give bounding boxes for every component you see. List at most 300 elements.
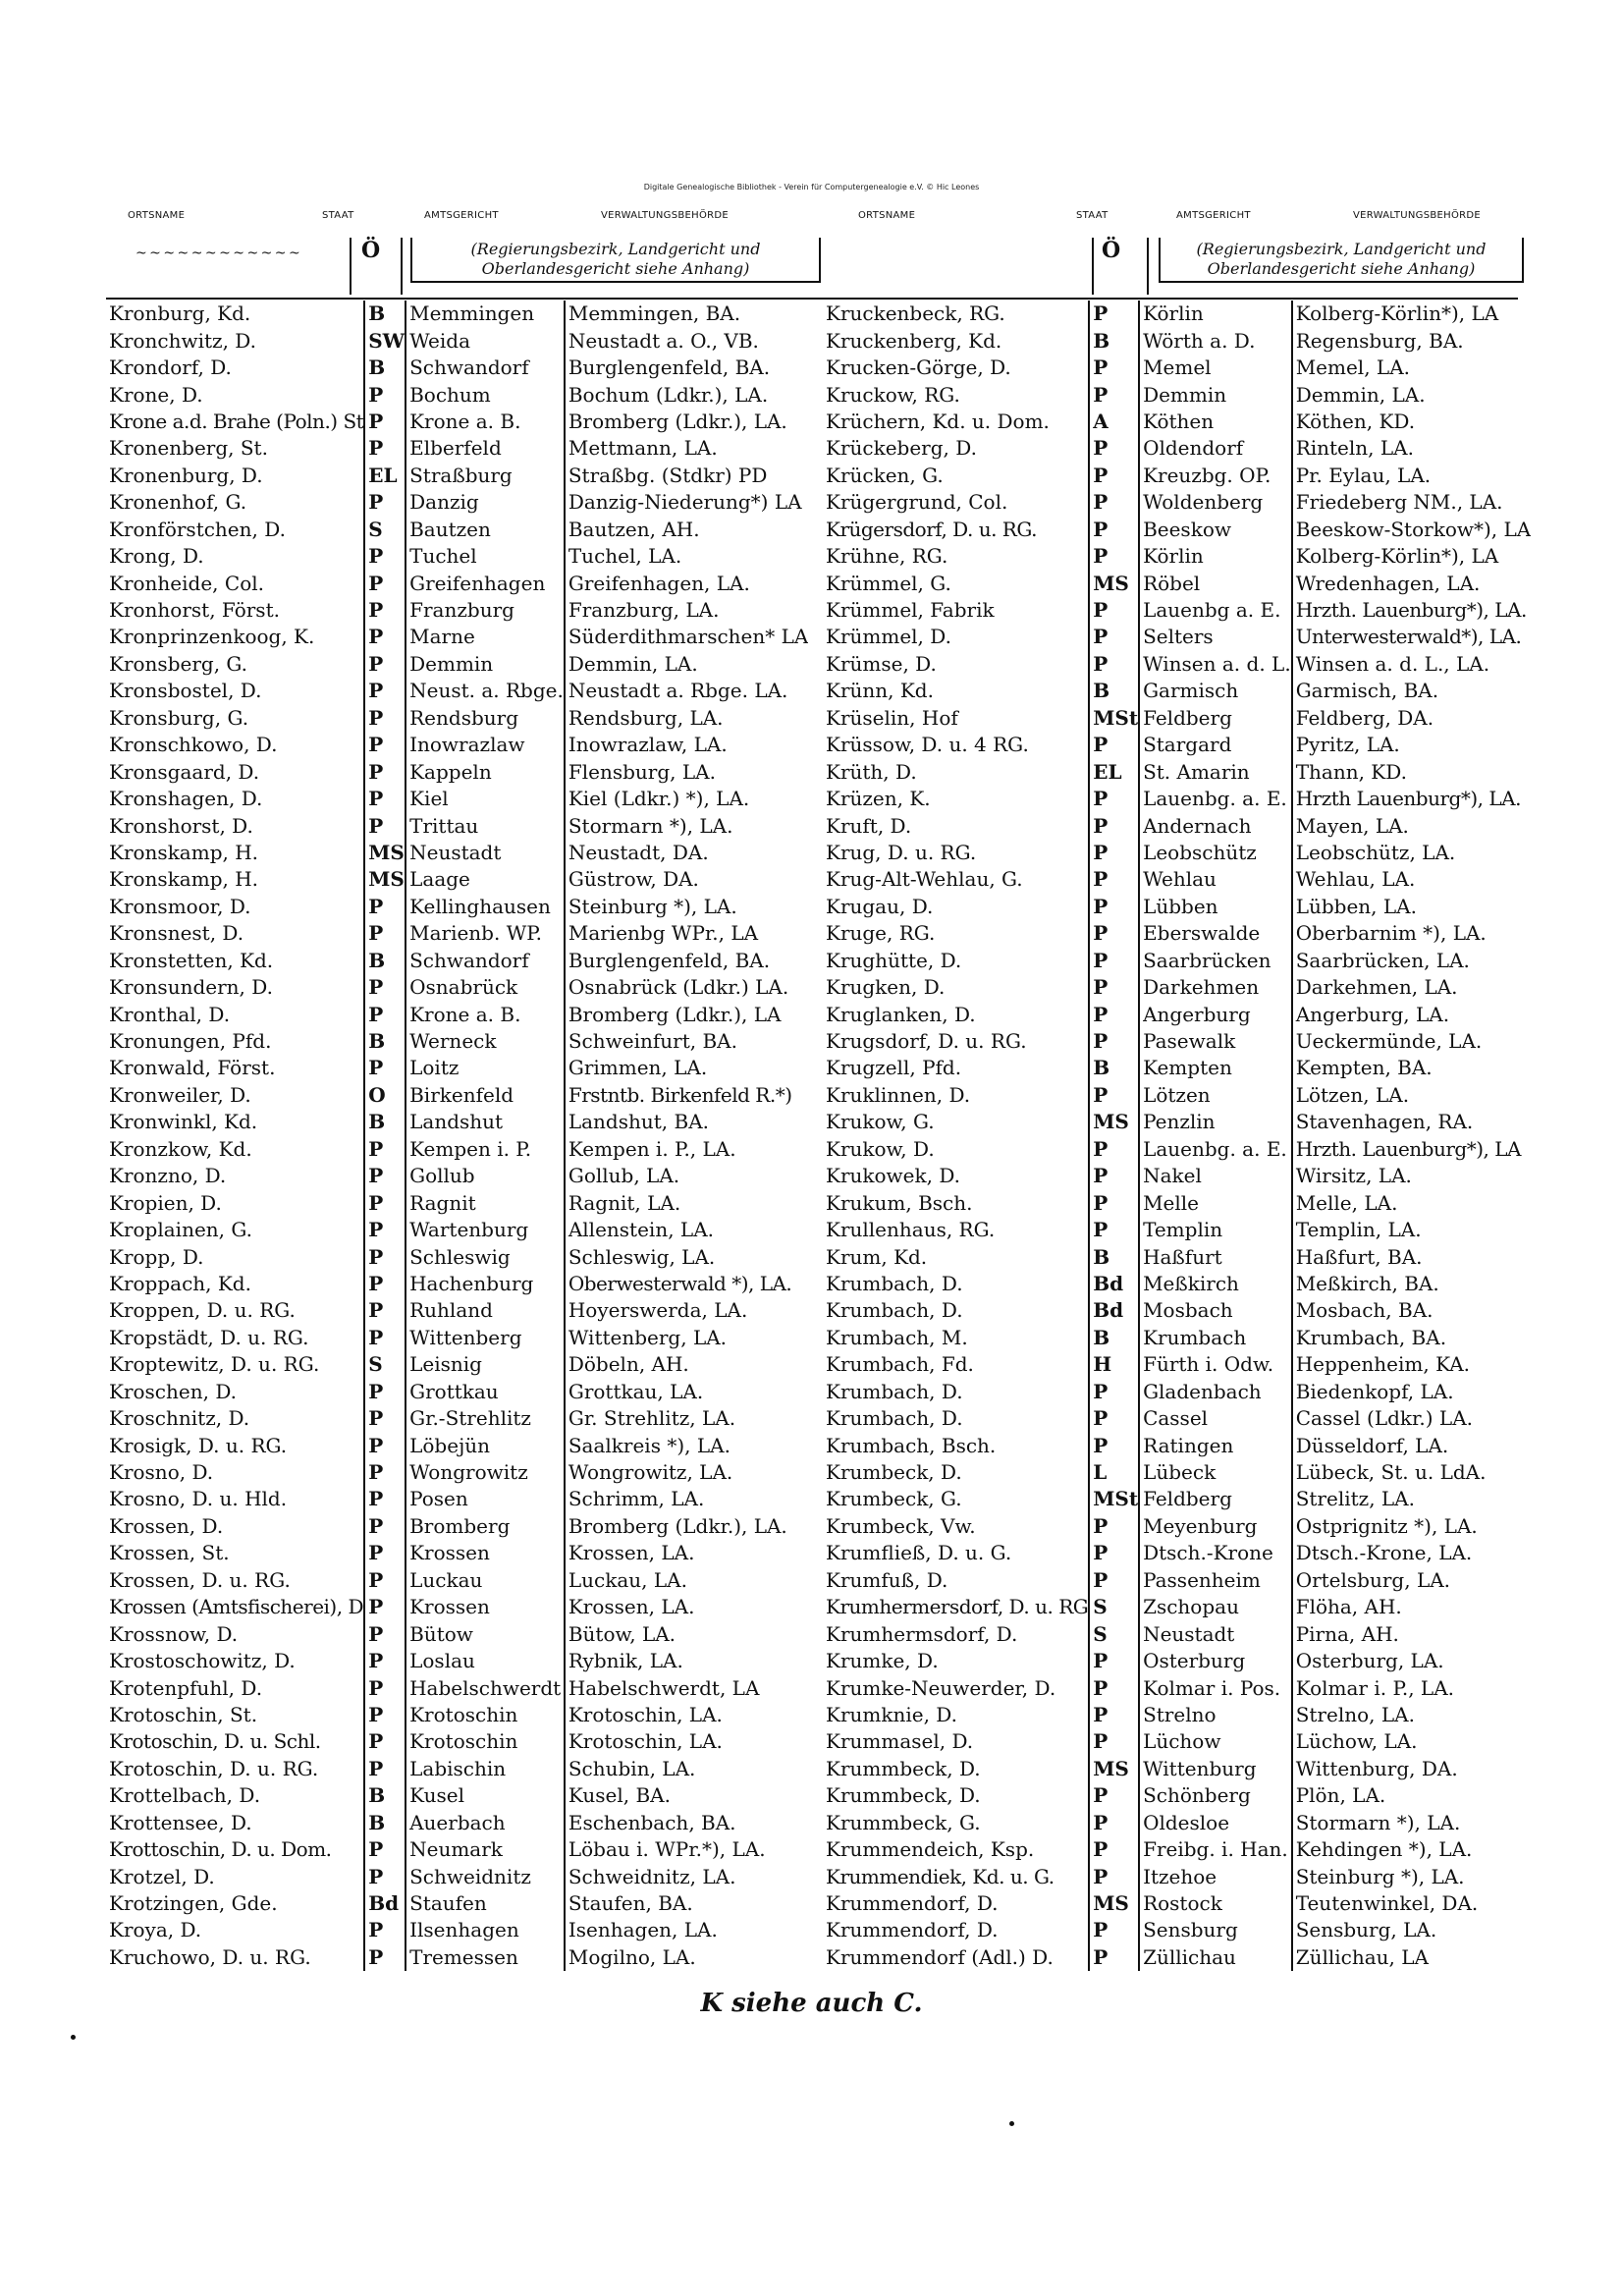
subheader — [0, 238, 1623, 295]
staat-cell: P — [1089, 1513, 1139, 1540]
amtsgericht-cell: Osterburg — [1139, 1648, 1292, 1674]
staat-cell: P — [1089, 840, 1139, 866]
staat-cell: EL — [1089, 758, 1139, 785]
verwaltung-cell: Stavenhagen, RA. — [1292, 1109, 1532, 1135]
amtsgericht-cell: Wittenberg — [406, 1325, 565, 1351]
amtsgericht-cell: Krotoschin — [406, 1728, 565, 1755]
staat-cell: P — [1089, 1028, 1139, 1055]
ortsname-cell: Krummbeck, G. — [826, 1810, 981, 1834]
staat-cell: P — [364, 786, 406, 812]
ortsname-cell: Kronsnest, D. — [109, 921, 244, 946]
ortsname-cell: Kronsberg, G. — [109, 651, 248, 676]
verwaltung-cell: Krotoschin, LA. — [565, 1702, 809, 1728]
table-row — [106, 1082, 808, 1109]
verwaltung-cell: Wredenhagen, LA. — [1292, 570, 1532, 596]
ortsname-cell: Krünn, Kd. — [826, 679, 934, 703]
ortsname-cell: Krottoschin, D. u. Dom. — [109, 1837, 332, 1862]
table-row — [823, 381, 1531, 408]
table-row — [823, 1810, 1531, 1836]
amtsgericht-cell: Schönberg — [1139, 1782, 1292, 1809]
ortsname-cell: Krukum, Bsch. — [826, 1190, 973, 1215]
table-row — [106, 1297, 808, 1324]
staat-cell: P — [1089, 597, 1139, 624]
table-row — [106, 1810, 808, 1836]
table-row — [823, 570, 1531, 596]
table-row — [823, 1890, 1531, 1917]
amtsgericht-cell: Kempten — [1139, 1055, 1292, 1081]
ortsname-cell: Krumke, D. — [826, 1649, 939, 1673]
verwaltung-cell: Hoyerswerda, LA. — [565, 1297, 809, 1324]
staat-cell: B — [1089, 1325, 1139, 1351]
verwaltung-cell: Franzburg, LA. — [565, 597, 809, 624]
verwaltung-cell: Burglengenfeld, BA. — [565, 948, 809, 974]
amtsgericht-cell: Bromberg — [406, 1513, 565, 1540]
staat-cell: P — [1089, 1189, 1139, 1216]
ortsname-cell: Kronprinzenkoog, K. — [109, 625, 315, 649]
staat-cell: P — [364, 1567, 406, 1594]
amtsgericht-cell: Ragnit — [406, 1189, 565, 1216]
ortsname-cell: Krümmel, G. — [826, 571, 951, 595]
ortsname-cell: Krotoschin, D. u. RG. — [109, 1756, 319, 1780]
amtsgericht-cell: Ruhland — [406, 1297, 565, 1324]
verwaltung-cell: Güstrow, DA. — [565, 866, 809, 893]
staat-cell: P — [364, 920, 406, 947]
verwaltung-cell: Melle, LA. — [1292, 1189, 1532, 1216]
staat-cell: B — [1089, 327, 1139, 354]
table-row — [106, 381, 808, 408]
amtsgericht-cell: Leobschütz — [1139, 840, 1292, 866]
ortsname-cell: Krückeberg, D. — [826, 436, 977, 461]
verwaltung-cell: Stormarn *), LA. — [1292, 1810, 1532, 1836]
table-row — [823, 463, 1531, 489]
ortsname-cell: Kruchowo, D. u. RG. — [109, 1944, 311, 1969]
verwaltung-cell: Krossen, LA. — [565, 1594, 809, 1620]
table-row — [823, 1243, 1531, 1270]
staat-cell: Bd — [1089, 1271, 1139, 1297]
verwaltung-cell: Steinburg *), LA. — [565, 894, 809, 920]
verwaltung-cell: Lötzen, LA. — [1292, 1082, 1532, 1109]
table-row — [823, 489, 1531, 516]
table-row — [106, 1136, 808, 1163]
staat-cell: B — [1089, 1055, 1139, 1081]
verwaltung-cell: Ostprignitz *), LA. — [1292, 1513, 1532, 1540]
amtsgericht-cell: Labischin — [406, 1756, 565, 1782]
table-row — [823, 1944, 1531, 1971]
staat-cell: B — [364, 948, 406, 974]
staat-cell: A — [1089, 409, 1139, 435]
staat-cell: P — [364, 1189, 406, 1216]
verwaltung-cell: Luckau, LA. — [565, 1567, 809, 1594]
table-row — [823, 355, 1531, 381]
table-row — [823, 1271, 1531, 1297]
header-amtsgericht-right: AMTSGERICHT — [1176, 210, 1251, 221]
ortsname-cell: Krumbeck, Vw. — [826, 1513, 976, 1538]
amtsgericht-cell: Melle — [1139, 1189, 1292, 1216]
verwaltung-cell: Bütow, LA. — [565, 1620, 809, 1647]
staat-cell: P — [364, 1432, 406, 1458]
ortsname-cell: Kronweiler, D. — [109, 1082, 251, 1107]
left-table — [106, 301, 808, 1971]
amtsgericht-cell: Züllichau — [1139, 1944, 1292, 1971]
verwaltung-cell: Demmin, LA. — [565, 651, 809, 678]
ortsname-cell: Kronenhof, G. — [109, 490, 247, 515]
staat-cell: MS — [364, 866, 406, 893]
table-row — [823, 1001, 1531, 1027]
verwaltung-cell: Marienbg WPr., LA — [565, 920, 809, 947]
amtsgericht-cell: Bautzen — [406, 517, 565, 543]
verwaltung-cell: Biedenkopf, LA. — [1292, 1379, 1532, 1405]
ortsname-cell: Krugken, D. — [826, 975, 946, 1000]
amtsgericht-cell: Landshut — [406, 1109, 565, 1135]
ortsname-cell: Krüchern, Kd. u. Dom. — [826, 409, 1050, 433]
ortsname-cell: Kroschen, D. — [109, 1379, 237, 1403]
table-row — [106, 1728, 808, 1755]
verwaltung-cell: Lübeck, St. u. LdA. — [1292, 1459, 1532, 1486]
table-row — [106, 543, 808, 570]
table-row — [106, 1028, 808, 1055]
verwaltung-cell: Haßfurt, BA. — [1292, 1243, 1532, 1270]
amtsgericht-cell: Kiel — [406, 786, 565, 812]
table-row — [106, 1863, 808, 1889]
table-row — [823, 1486, 1531, 1512]
staat-cell: P — [1089, 463, 1139, 489]
staat-cell: B — [364, 301, 406, 327]
verwaltung-cell: Rendsburg, LA. — [565, 705, 809, 732]
amtsgericht-cell: Passenheim — [1139, 1567, 1292, 1594]
staat-cell: P — [1089, 381, 1139, 408]
amtsgericht-cell: Schweidnitz — [406, 1863, 565, 1889]
verwaltung-cell: Neustadt a. Rbge. LA. — [565, 678, 809, 704]
amtsgericht-cell: Angerburg — [1139, 1001, 1292, 1027]
verwaltung-cell: Tuchel, LA. — [565, 543, 809, 570]
table-row — [823, 301, 1531, 327]
verwaltung-cell: Isenhagen, LA. — [565, 1917, 809, 1943]
ortsname-cell: Krondorf, D. — [109, 355, 232, 380]
verwaltung-cell: Saarbrücken, LA. — [1292, 948, 1532, 974]
amtsgericht-cell: Nakel — [1139, 1163, 1292, 1189]
table-row — [823, 948, 1531, 974]
amtsgericht-cell: Staufen — [406, 1890, 565, 1917]
table-row — [106, 355, 808, 381]
verwaltung-cell: Ueckermünde, LA. — [1292, 1028, 1532, 1055]
table-row — [106, 489, 808, 516]
table-row — [823, 1325, 1531, 1351]
ortsname-cell: Krotzingen, Gde. — [109, 1891, 278, 1916]
ortsname-cell: Krumke-Neuwerder, D. — [826, 1675, 1056, 1700]
ortsname-cell: Kronsundern, D. — [109, 975, 273, 1000]
amtsgericht-cell: Loslau — [406, 1648, 565, 1674]
staat-cell: P — [364, 1540, 406, 1566]
header-ortsname-right: ORTSNAME — [858, 210, 916, 221]
table-row — [823, 1082, 1531, 1109]
staat-cell: SW — [364, 327, 406, 354]
staat-cell: P — [364, 1001, 406, 1027]
verwaltung-cell: Kusel, BA. — [565, 1782, 809, 1809]
ortsname-cell: Kruglanken, D. — [826, 1002, 976, 1026]
table-row — [823, 435, 1531, 462]
staat-cell: P — [364, 1486, 406, 1512]
verwaltung-cell: Garmisch, BA. — [1292, 678, 1532, 704]
verwaltung-cell: Lüchow, LA. — [1292, 1728, 1532, 1755]
ortsname-cell: Kronshorst, D. — [109, 813, 253, 838]
verwaltung-cell: Schrimm, LA. — [565, 1486, 809, 1512]
ortsname-cell: Krone, D. — [109, 382, 203, 407]
table-row — [106, 1163, 808, 1189]
amtsgericht-cell: Gladenbach — [1139, 1379, 1292, 1405]
verwaltung-cell: Strelno, LA. — [1292, 1702, 1532, 1728]
verwaltung-cell: Wehlau, LA. — [1292, 866, 1532, 893]
speck-mark — [1009, 2121, 1014, 2126]
table-row — [823, 1756, 1531, 1782]
staat-cell: P — [364, 1836, 406, 1863]
amtsgericht-cell: Lötzen — [1139, 1082, 1292, 1109]
staat-cell: P — [1089, 624, 1139, 650]
verwaltung-cell: Templin, LA. — [1292, 1217, 1532, 1243]
table-row — [106, 409, 808, 435]
amtsgericht-cell: Lübben — [1139, 894, 1292, 920]
verwaltung-cell: Feldberg, DA. — [1292, 705, 1532, 732]
verwaltung-cell: Flensburg, LA. — [565, 758, 809, 785]
verwaltung-cell: Schweidnitz, LA. — [565, 1863, 809, 1889]
amtsgericht-cell: Auerbach — [406, 1810, 565, 1836]
table-row — [106, 894, 808, 920]
amtsgericht-cell: Saarbrücken — [1139, 948, 1292, 974]
amtsgericht-cell: Memel — [1139, 355, 1292, 381]
staat-cell: B — [364, 1782, 406, 1809]
verwaltung-cell: Unterwesterwald*), LA. — [1292, 624, 1532, 650]
ortsname-cell: Krossen, St. — [109, 1541, 230, 1565]
staat-cell: P — [364, 1756, 406, 1782]
table-row — [823, 1217, 1531, 1243]
table-row — [823, 866, 1531, 893]
verwaltung-cell: Leobschütz, LA. — [1292, 840, 1532, 866]
table-row — [106, 1944, 808, 1971]
amtsgericht-cell: Meyenburg — [1139, 1513, 1292, 1540]
amtsgericht-cell: Beeskow — [1139, 517, 1292, 543]
amtsgericht-cell: Kempen i. P. — [406, 1136, 565, 1163]
ortsname-cell: Kruklinnen, D. — [826, 1082, 971, 1107]
staat-symbol-left: Ö — [361, 238, 381, 263]
verwaltung-cell: Frstntb. Birkenfeld R.*) — [565, 1082, 809, 1109]
header-verwaltung-right: VERWALTUNGSBEHÖRDE — [1353, 210, 1482, 221]
ortsname-cell: Krummendeich, Ksp. — [826, 1837, 1035, 1862]
ortsname-cell: Krumfließ, D. u. G. — [826, 1541, 1012, 1565]
ortsname-cell: Krotoschin, D. u. Schl. — [109, 1729, 321, 1754]
table-row — [823, 758, 1531, 785]
staat-cell: P — [1089, 1702, 1139, 1728]
staat-cell: P — [1089, 1782, 1139, 1809]
amtsgericht-cell: Rendsburg — [406, 705, 565, 732]
table-row — [823, 1136, 1531, 1163]
ortsname-cell: Kronchwitz, D. — [109, 328, 256, 353]
amtsgericht-cell: Meßkirch — [1139, 1271, 1292, 1297]
amtsgericht-cell: Birkenfeld — [406, 1082, 565, 1109]
verwaltung-cell: Burglengenfeld, BA. — [565, 355, 809, 381]
table-row — [106, 732, 808, 758]
ortsname-cell: Kronungen, Pfd. — [109, 1029, 272, 1054]
amtsgericht-cell: Bochum — [406, 381, 565, 408]
amtsgericht-cell: Schleswig — [406, 1243, 565, 1270]
staat-cell: P — [364, 1594, 406, 1620]
staat-cell: P — [364, 1648, 406, 1674]
table-row — [106, 517, 808, 543]
table-row — [823, 1702, 1531, 1728]
verwaltung-cell: Wongrowitz, LA. — [565, 1459, 809, 1486]
amtsgericht-cell: Habelschwerdt — [406, 1674, 565, 1701]
table-row — [106, 1836, 808, 1863]
staat-cell: B — [364, 1109, 406, 1135]
ortsname-cell: Krüselin, Hof — [826, 705, 958, 730]
ortsname-cell: Krone a.d. Brahe (Poln.) St — [109, 409, 364, 433]
staat-cell: P — [364, 1863, 406, 1889]
staat-cell: P — [1089, 786, 1139, 812]
staat-cell: P — [364, 732, 406, 758]
staat-cell: P — [364, 1243, 406, 1270]
table-row — [823, 705, 1531, 732]
ortsname-cell: Kruge, RG. — [826, 921, 936, 946]
staat-cell: P — [364, 1513, 406, 1540]
amtsgericht-cell: Trittau — [406, 812, 565, 839]
staat-cell: MSt — [1089, 705, 1139, 732]
decorative-dashes-icon: ~ ~ ~ ~ ~ ~ ~ ~ ~ ~ ~ ~ — [135, 246, 299, 261]
amtsgericht-cell: Templin — [1139, 1217, 1292, 1243]
verwaltung-cell: Gr. Strehlitz, LA. — [565, 1405, 809, 1432]
table-row — [823, 1351, 1531, 1378]
staat-cell: P — [1089, 1648, 1139, 1674]
table-row — [823, 1728, 1531, 1755]
verwaltung-cell: Heppenheim, KA. — [1292, 1351, 1532, 1378]
verwaltung-cell: Greifenhagen, LA. — [565, 570, 809, 596]
verwaltung-cell: Süderdithmarschen* LA — [565, 624, 809, 650]
table-row — [106, 678, 808, 704]
verwaltung-cell: Düsseldorf, LA. — [1292, 1432, 1532, 1458]
staat-cell: P — [1089, 489, 1139, 516]
amtsgericht-cell: Feldberg — [1139, 705, 1292, 732]
verwaltung-cell: Osterburg, LA. — [1292, 1648, 1532, 1674]
amtsgericht-cell: Demmin — [406, 651, 565, 678]
verwaltung-cell: Köthen, KD. — [1292, 409, 1532, 435]
verwaltung-cell: Bromberg (Ldkr.), LA. — [565, 1513, 809, 1540]
verwaltung-cell: Staufen, BA. — [565, 1890, 809, 1917]
staat-cell: MS — [1089, 1890, 1139, 1917]
amtsgericht-cell: Oldendorf — [1139, 435, 1292, 462]
amtsgericht-cell: Krumbach — [1139, 1325, 1292, 1351]
verwaltung-cell: Züllichau, LA — [1292, 1944, 1532, 1971]
verwaltung-cell: Thann, KD. — [1292, 758, 1532, 785]
amtsgericht-cell: Demmin — [1139, 381, 1292, 408]
staat-cell: S — [1089, 1594, 1139, 1620]
amtsgericht-cell: Woldenberg — [1139, 489, 1292, 516]
verwaltung-cell: Krotoschin, LA. — [565, 1728, 809, 1755]
staat-cell: P — [364, 1055, 406, 1081]
ortsname-cell: Kronburg, Kd. — [109, 301, 251, 326]
amtsgericht-cell: Neumark — [406, 1836, 565, 1863]
ortsname-cell: Kronwald, Först. — [109, 1056, 276, 1080]
table-row — [106, 1271, 808, 1297]
verwaltung-cell: Gollub, LA. — [565, 1163, 809, 1189]
amtsgericht-cell: Wongrowitz — [406, 1459, 565, 1486]
ortsname-cell: Krumbach, Bsch. — [826, 1433, 997, 1457]
table-row — [106, 974, 808, 1001]
ortsname-cell: Kroplainen, G. — [109, 1218, 252, 1242]
table-row — [106, 570, 808, 596]
ortsname-cell: Kruckenberg, Kd. — [826, 328, 1002, 353]
ortsname-cell: Krucken-Görge, D. — [826, 355, 1011, 380]
ortsname-cell: Krummbeck, D. — [826, 1756, 981, 1780]
staat-cell: S — [1089, 1620, 1139, 1647]
ortsname-cell: Krumbach, Fd. — [826, 1352, 974, 1377]
ortsname-cell: Krossnow, D. — [109, 1621, 239, 1646]
ortsname-cell: Kronthal, D. — [109, 1002, 231, 1026]
ortsname-cell: Krümmel, Fabrik — [826, 598, 995, 623]
verwaltung-cell: Bautzen, AH. — [565, 517, 809, 543]
ortsname-cell: Krumbach, M. — [826, 1325, 968, 1349]
amtsgericht-cell: Neustadt — [1139, 1620, 1292, 1647]
amtsgericht-cell: Wartenburg — [406, 1217, 565, 1243]
verwaltung-cell: Flöha, AH. — [1292, 1594, 1532, 1620]
staat-cell: P — [364, 570, 406, 596]
ortsname-cell: Krosno, D. u. Hld. — [109, 1487, 288, 1511]
staat-cell: P — [1089, 920, 1139, 947]
table-row — [106, 1890, 808, 1917]
table-row — [823, 1028, 1531, 1055]
ortsname-cell: Kronskamp, H. — [109, 840, 259, 864]
table-row — [823, 327, 1531, 354]
staat-cell: P — [364, 409, 406, 435]
amtsgericht-cell: Lauenbg a. E. — [1139, 597, 1292, 624]
ortsname-cell: Krücken, G. — [826, 463, 944, 487]
staat-cell: P — [1089, 1136, 1139, 1163]
verwaltung-cell: Ragnit, LA. — [565, 1189, 809, 1216]
verwaltung-cell: Memmingen, BA. — [565, 301, 809, 327]
amtsgericht-cell: Oldesloe — [1139, 1810, 1292, 1836]
ortsname-cell: Kronförstchen, D. — [109, 517, 286, 541]
verwaltung-cell: Wittenberg, LA. — [565, 1325, 809, 1351]
staat-cell: P — [1089, 1405, 1139, 1432]
staat-cell: B — [364, 1028, 406, 1055]
table-row — [106, 920, 808, 947]
table-row — [106, 1243, 808, 1270]
table-row — [106, 1620, 808, 1647]
staat-cell: H — [1089, 1351, 1139, 1378]
ortsname-cell: Kroppach, Kd. — [109, 1271, 251, 1295]
ortsname-cell: Kroptewitz, D. u. RG. — [109, 1352, 320, 1377]
amtsgericht-cell: Körlin — [1139, 543, 1292, 570]
amtsgericht-cell: Lübeck — [1139, 1459, 1292, 1486]
verwaltung-cell: Cassel (Ldkr.) LA. — [1292, 1405, 1532, 1432]
table-row — [823, 1459, 1531, 1486]
ortsname-cell: Krosno, D. — [109, 1460, 214, 1485]
table-row — [823, 1297, 1531, 1324]
ortsname-cell: Krüth, D. — [826, 759, 917, 784]
amtsgericht-cell: Wörth a. D. — [1139, 327, 1292, 354]
table-row — [823, 517, 1531, 543]
staat-cell: Bd — [364, 1890, 406, 1917]
staat-cell: P — [364, 1379, 406, 1405]
staat-cell: P — [1089, 1001, 1139, 1027]
staat-cell: P — [1089, 1836, 1139, 1863]
amtsgericht-cell: Luckau — [406, 1567, 565, 1594]
verwaltung-cell: Regensburg, BA. — [1292, 327, 1532, 354]
ortsname-cell: Krosigk, D. u. RG. — [109, 1433, 288, 1457]
amtsgericht-cell: Loitz — [406, 1055, 565, 1081]
verwaltung-cell: Rinteln, LA. — [1292, 435, 1532, 462]
verwaltung-cell: Landshut, BA. — [565, 1109, 809, 1135]
table-row — [823, 1917, 1531, 1943]
staat-cell: P — [1089, 1432, 1139, 1458]
staat-cell: P — [364, 974, 406, 1001]
verwaltung-cell: Allenstein, LA. — [565, 1217, 809, 1243]
